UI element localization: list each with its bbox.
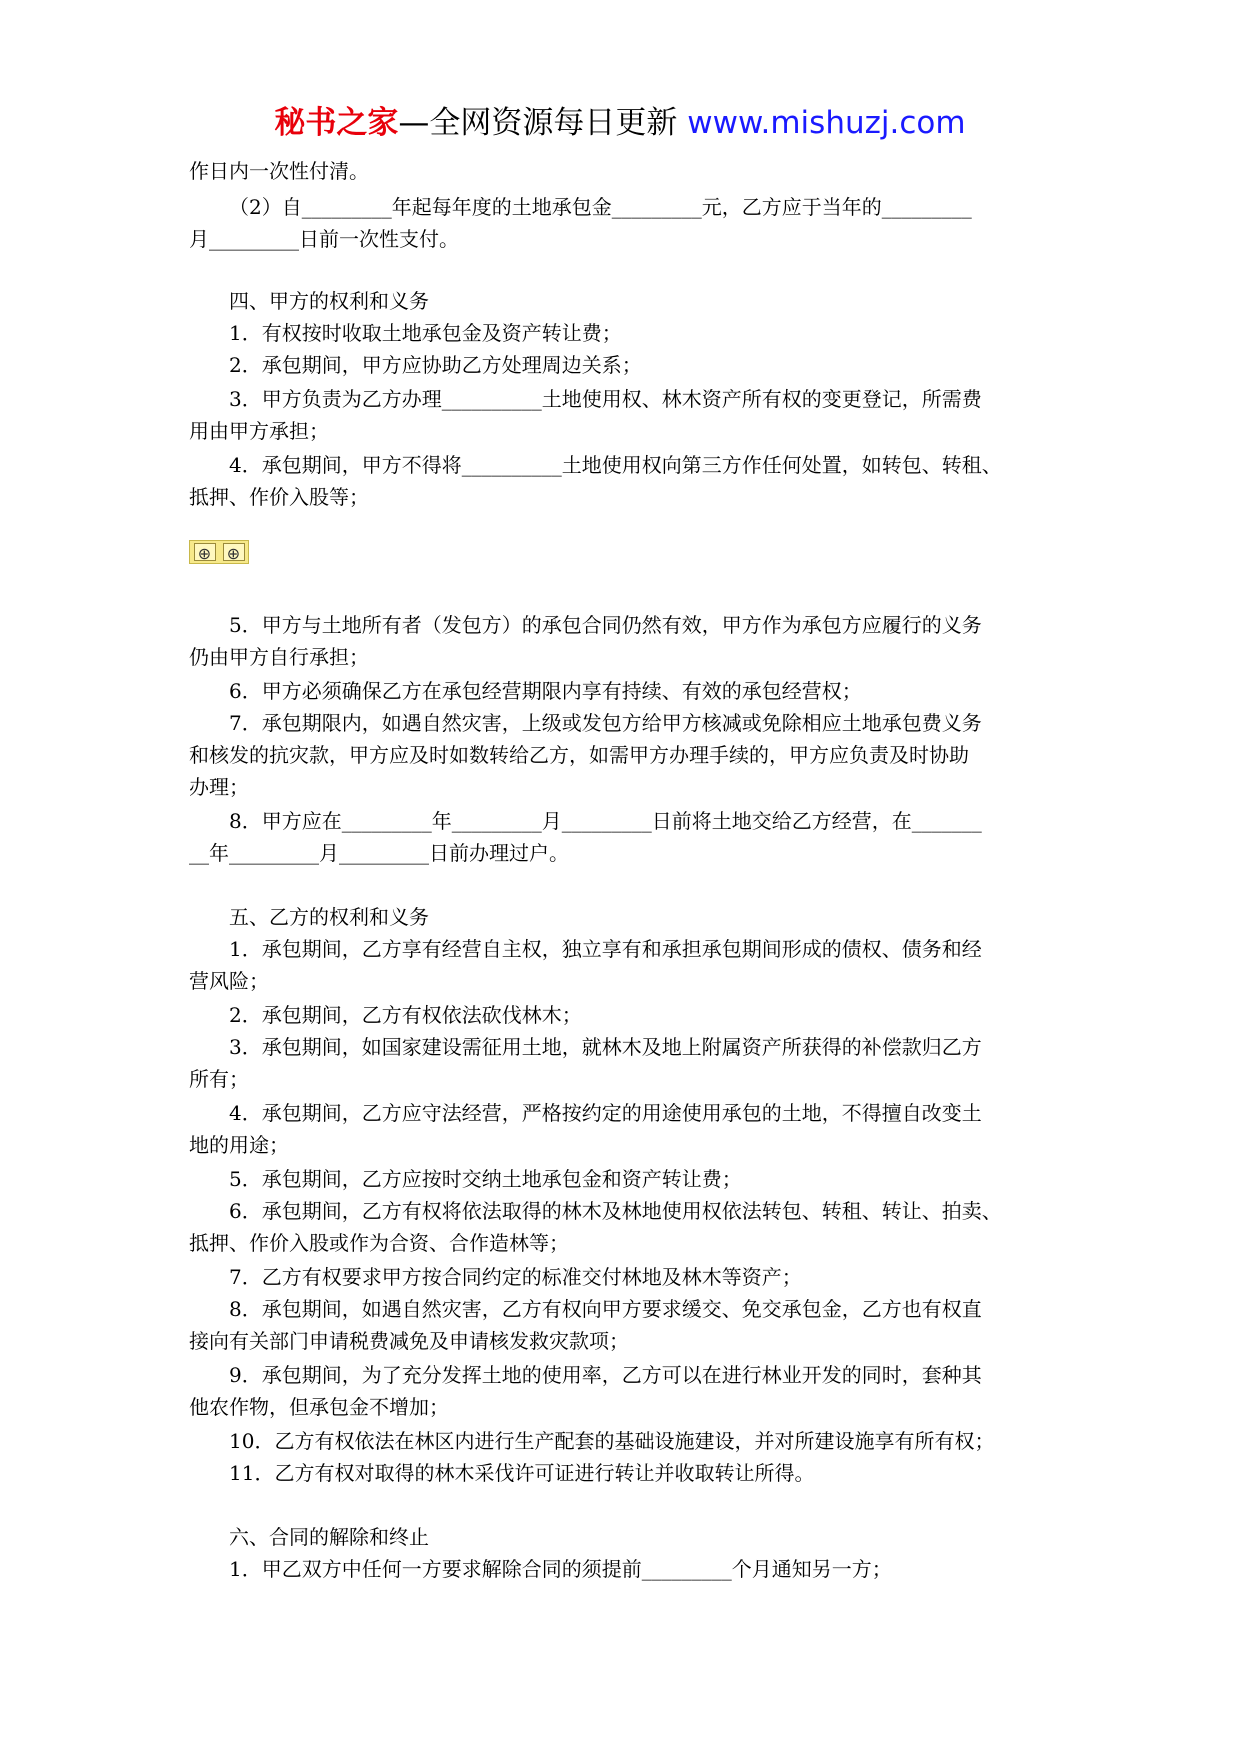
text-line: 8．承包期间，如遇自然灾害，乙方有权向甲方要求缓交、免交承包金，乙方也有权直 [229, 1297, 982, 1321]
text-line: 1．甲乙双方中任何一方要求解除合同的须提前_________个月通知另一方； [229, 1557, 892, 1581]
text-line: 11．乙方有权对取得的林木采伐许可证进行转让并收取转让所得。 [229, 1461, 815, 1485]
text-line: 作日内一次性付清。 [189, 159, 369, 183]
text-line: 1．承包期间，乙方享有经营自主权，独立享有和承担承包期间形成的债权、债务和经 [229, 937, 982, 961]
text-line: 10．乙方有权依法在林区内进行生产配套的基础设施建设，并对所建设施享有所有权； [229, 1429, 995, 1453]
text-line: 抵押、作价入股等； [189, 485, 369, 509]
text-line: 和核发的抗灾款，甲方应及时如数转给乙方，如需甲方办理手续的，甲方应负责及时协助 [189, 743, 969, 767]
text-line: 用由甲方承担； [189, 419, 329, 443]
text-line: 1．有权按时收取土地承包金及资产转让费； [229, 321, 622, 345]
text-line: 3．甲方负责为乙方办理__________土地使用权、林木资产所有权的变更登记，所需费 [229, 387, 982, 411]
text-line: 月_________日前一次性支付。 [189, 227, 459, 251]
page-header [0, 103, 1240, 143]
text-line: 6．承包期间，乙方有权将依法取得的林木及林地使用权依法转包、转租、转让、拍卖、 [229, 1199, 1002, 1223]
text-line: 2．承包期间，甲方应协助乙方处理周边关系； [229, 353, 642, 377]
text-line: 所有； [189, 1067, 249, 1091]
text-line: 6．甲方必须确保乙方在承包经营期限内享有持续、有效的承包经营权； [229, 679, 862, 703]
text-line: 接向有关部门申请税费减免及申请核发救灾款项； [189, 1329, 629, 1353]
text-line: 5．承包期间，乙方应按时交纳土地承包金和资产转让费； [229, 1167, 742, 1191]
text-line: 地的用途； [189, 1133, 289, 1157]
text-line: 2．承包期间，乙方有权依法砍伐林木； [229, 1003, 582, 1027]
section-heading: 四、甲方的权利和义务 [229, 289, 429, 313]
text-line: 抵押、作价入股或作为合资、合作造林等； [189, 1231, 569, 1255]
text-line: 他农作物，但承包金不增加； [189, 1395, 449, 1419]
text-line: 4．承包期间，甲方不得将__________土地使用权向第三方作任何处置，如转包、转租、 [229, 453, 1002, 477]
text-line: 3．承包期间，如国家建设需征用土地，就林木及地上附属资产所获得的补偿款归乙方 [229, 1035, 982, 1059]
text-line: 营风险； [189, 969, 269, 993]
text-line: 5．甲方与土地所有者（发包方）的承包合同仍然有效，甲方作为承包方应履行的义务 [229, 613, 982, 637]
text-line: 8．甲方应在_________年_________月_________日前将土地交给乙方经营，在_______ [229, 809, 982, 833]
text-line: 办理； [189, 775, 249, 799]
section-heading: 五、乙方的权利和义务 [229, 905, 429, 929]
text-line: __年_________月_________日前办理过户。 [189, 841, 569, 865]
embedded-toolbar [189, 540, 249, 564]
text-line: 7．乙方有权要求甲方按合同约定的标准交付林地及林木等资产； [229, 1265, 802, 1289]
section-heading: 六、合同的解除和终止 [229, 1525, 429, 1549]
header-tagline: —全网资源每日更新 [398, 105, 688, 141]
header-url-link[interactable]: www.mishuzj.com [687, 105, 966, 141]
header-brand: 秘书之家 [274, 105, 399, 141]
text-line: 仍由甲方自行承担； [189, 645, 369, 669]
text-line: （2）自_________年起每年度的土地承包金_________元，乙方应于当年的_________ [229, 195, 972, 219]
link-icon[interactable]: ⊕ [194, 543, 216, 561]
text-line: 4．承包期间，乙方应守法经营，严格按约定的用途使用承包的土地，不得擅自改变土 [229, 1101, 982, 1125]
text-line: 9．承包期间，为了充分发挥土地的使用率，乙方可以在进行林业开发的同时，套种其 [229, 1363, 982, 1387]
link-icon[interactable]: ⊕ [223, 543, 245, 561]
text-line: 7．承包期限内，如遇自然灾害，上级或发包方给甲方核减或免除相应土地承包费义务 [229, 711, 982, 735]
